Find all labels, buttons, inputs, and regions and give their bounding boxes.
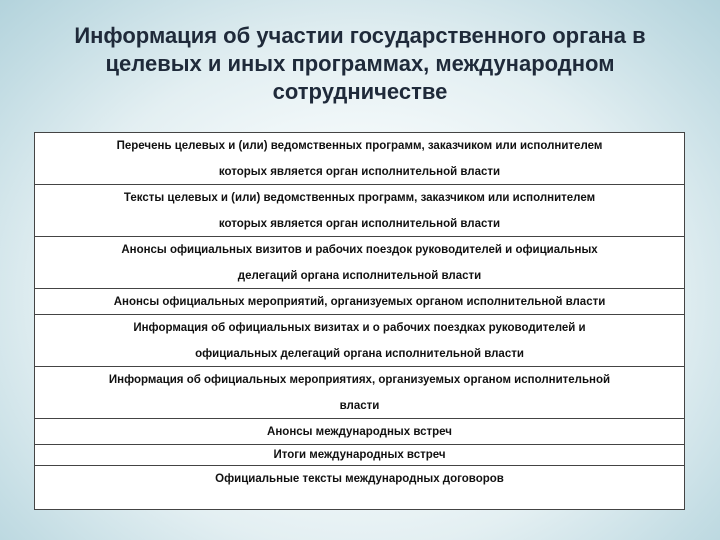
table-row-international-meeting-results	[35, 445, 684, 466]
row-text-line: Тексты целевых и (или) ведомственных программ, заказчиком или исполнителем	[123, 192, 596, 204]
row-text-line: официальных делегаций органа исполнительной власти	[195, 348, 524, 360]
row-text-line: Перечень целевых и (или) ведомственных программ, заказчиком или исполнителем	[116, 140, 603, 152]
table-row-visit-information	[35, 315, 684, 367]
row-text-line: которых является орган исполнительной власти	[218, 218, 501, 230]
row-text-line: Информация об официальных мероприятиях, организуемых органом исполнительной	[108, 374, 611, 386]
row-text-line: власти	[339, 400, 380, 412]
table-row-target-programs-list	[35, 133, 684, 185]
table-row-international-meeting-announcements	[35, 419, 684, 445]
title-line-3: сотрудничестве	[272, 79, 448, 104]
info-table	[34, 132, 685, 510]
row-text-line: Анонсы официальных визитов и рабочих поездок руководителей и официальных	[121, 244, 598, 256]
row-text-line: Итоги международных встреч	[273, 449, 446, 461]
row-text-line: Анонсы официальных мероприятий, организуемых органом исполнительной власти	[113, 296, 606, 308]
table-row-target-programs-texts	[35, 185, 684, 237]
row-text-line: делегаций органа исполнительной власти	[237, 270, 482, 282]
title-line-2: целевых и иных программах, международном	[105, 51, 615, 76]
table-row-visit-announcements	[35, 237, 684, 289]
table-row-international-treaties	[35, 466, 684, 492]
title-line-1: Информация об участии государственного органа в	[74, 23, 646, 48]
row-text-line: Анонсы международных встреч	[267, 426, 452, 438]
page-title	[30, 22, 690, 106]
row-text-line: Информация об официальных визитах и о рабочих поездках руководителей и	[133, 322, 586, 334]
table-row-event-information	[35, 367, 684, 419]
row-text-line: Официальные тексты международных договоров	[215, 473, 504, 485]
table-row-event-announcements	[35, 289, 684, 315]
row-text-line: которых является орган исполнительной власти	[218, 166, 501, 178]
